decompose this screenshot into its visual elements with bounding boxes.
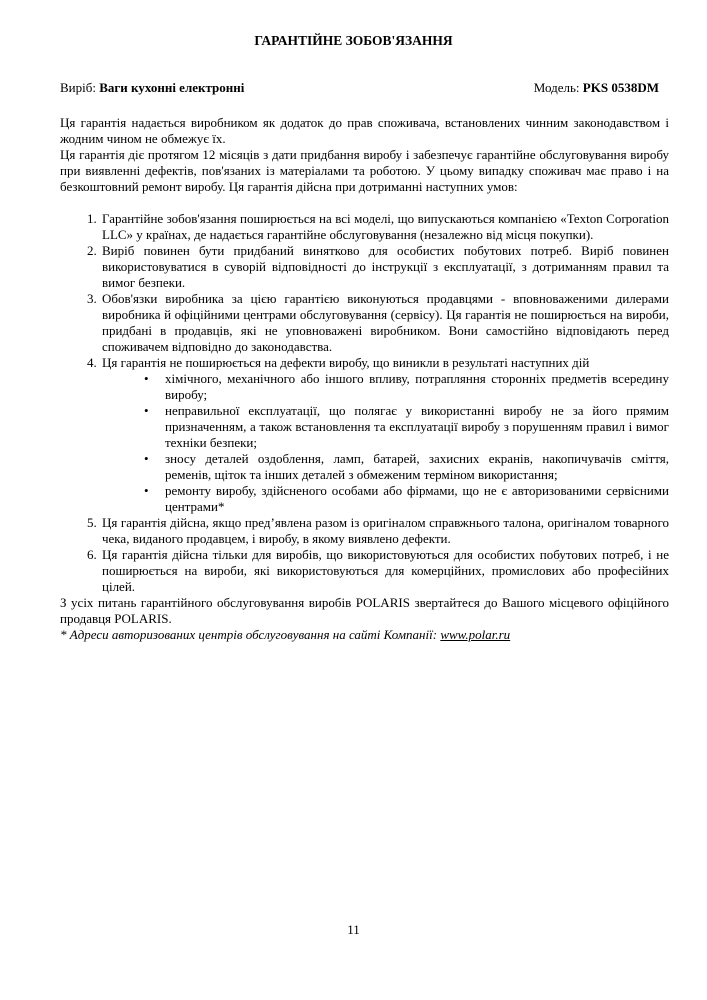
website-link[interactable]: www.polar.ru <box>440 627 511 642</box>
exclusion-text-2: неправильної експлуатації, що полягає у використанні виробу не за його прямим призначенням, а також встановлення та експлуатації виробу з порушенням правил і вимог техніки безпеки; <box>165 403 669 450</box>
intro-paragraph-2: Ця гарантія діє протягом 12 місяців з дати придбання виробу і забезпечує гарантійне обслуговування виробу при виявленні дефектів, пов'язаних із матеріалами та роботою. У цьому випадку споживач має право і на безкоштовний ремонт виробу. Ця гарантія дійсна при дотриманні наступних умов: <box>60 147 669 194</box>
condition-item-1: 1. Гарантійне зобов'язання поширюється на всі моделі, що випускаються компанією «Texton Corporation LLC» у країнах, де надається гарантійне обслуговування (незалежно від місця покупки). <box>100 211 669 243</box>
product-line <box>60 80 659 96</box>
exclusion-text-3: зносу деталей оздоблення, ламп, батарей, захисних екранів, накопичувачів сміття, ременів, щіток та інших деталей з обмеженим терміном використання; <box>165 451 669 482</box>
exclusion-item-2 <box>144 403 669 451</box>
bullet-icon: • <box>144 451 149 466</box>
bullet-icon: • <box>144 403 149 418</box>
bullet-icon: • <box>144 483 149 498</box>
exclusion-item-4 <box>144 483 669 515</box>
warranty-body <box>60 115 669 643</box>
model-label: Модель: <box>533 80 580 95</box>
condition-item-5: 5. Ця гарантія дійсна, якщо пред’явлена разом із оригіналом справжнього талона, оригіналом товарного чека, виданого продавцем, і виробу, в якому виявлено дефекти. <box>100 515 669 547</box>
page-title: ГАРАНТІЙНЕ ЗОБОВ'ЯЗАННЯ <box>254 33 453 48</box>
page-number: 11 <box>347 922 360 937</box>
exclusion-item-3 <box>144 451 669 483</box>
exclusion-text-1: хімічного, механічного або іншого впливу, потрапляння сторонніх предметів всередину виробу; <box>165 371 669 402</box>
condition-item-2: 2. Виріб повинен бути придбаний винятково для особистих побутових потреб. Виріб повинен використовуватися в суворій відповідності до інструкції з експлуатації, з дотриманням правил та вимог безпеки. <box>100 243 669 291</box>
footnote-text: * Адреси авторизованих центрів обслуговування на сайті Компанії: <box>60 627 441 642</box>
product-label: Виріб: <box>60 80 96 95</box>
exclusion-text-4: ремонту виробу, здійсненого особами або фірмами, що не є авторизованими сервісними центрами* <box>165 483 669 514</box>
conditions-list <box>60 211 669 595</box>
exclusions-list <box>102 371 669 515</box>
footnote <box>60 627 669 643</box>
exclusion-item-1 <box>144 371 669 403</box>
product-info <box>60 80 244 96</box>
intro-paragraph-1: Ця гарантія надається виробником як додаток до прав споживача, встановлених чинним законодавством і жодним чином не обмежує їх. <box>60 115 669 146</box>
product-name: Ваги кухонні електронні <box>99 80 245 95</box>
condition-item-4 <box>100 355 669 515</box>
bullet-icon: • <box>144 371 149 386</box>
condition-item-4-text: Ця гарантія не поширюється на дефекти виробу, що виникли в результаті наступних дій <box>102 355 590 370</box>
condition-item-3: 3. Обов'язки виробника за цією гарантією виконуються продавцями - вповноваженими дилерами виробника й офіційними центрами обслуговування (сервісу). Ця гарантія не поширюється на вироби, придбані в продавців, які не уповноважені виробником. Вони самостійно відповідають перед споживачем відповідно до законодавства. <box>100 291 669 355</box>
model-info <box>534 80 659 96</box>
condition-item-6: 6. Ця гарантія дійсна тільки для виробів, що використовуються для особистих побутових потреб, і не поширюється на вироби, які використовуються для комерційних, промислових або професійних цілей. <box>100 547 669 595</box>
model-number: PKS 0538DM <box>582 80 659 95</box>
closing-paragraph: З усіх питань гарантійного обслуговування виробів POLARIS звертайтеся до Вашого місцевого офіційного продавця POLARIS. <box>60 595 669 626</box>
